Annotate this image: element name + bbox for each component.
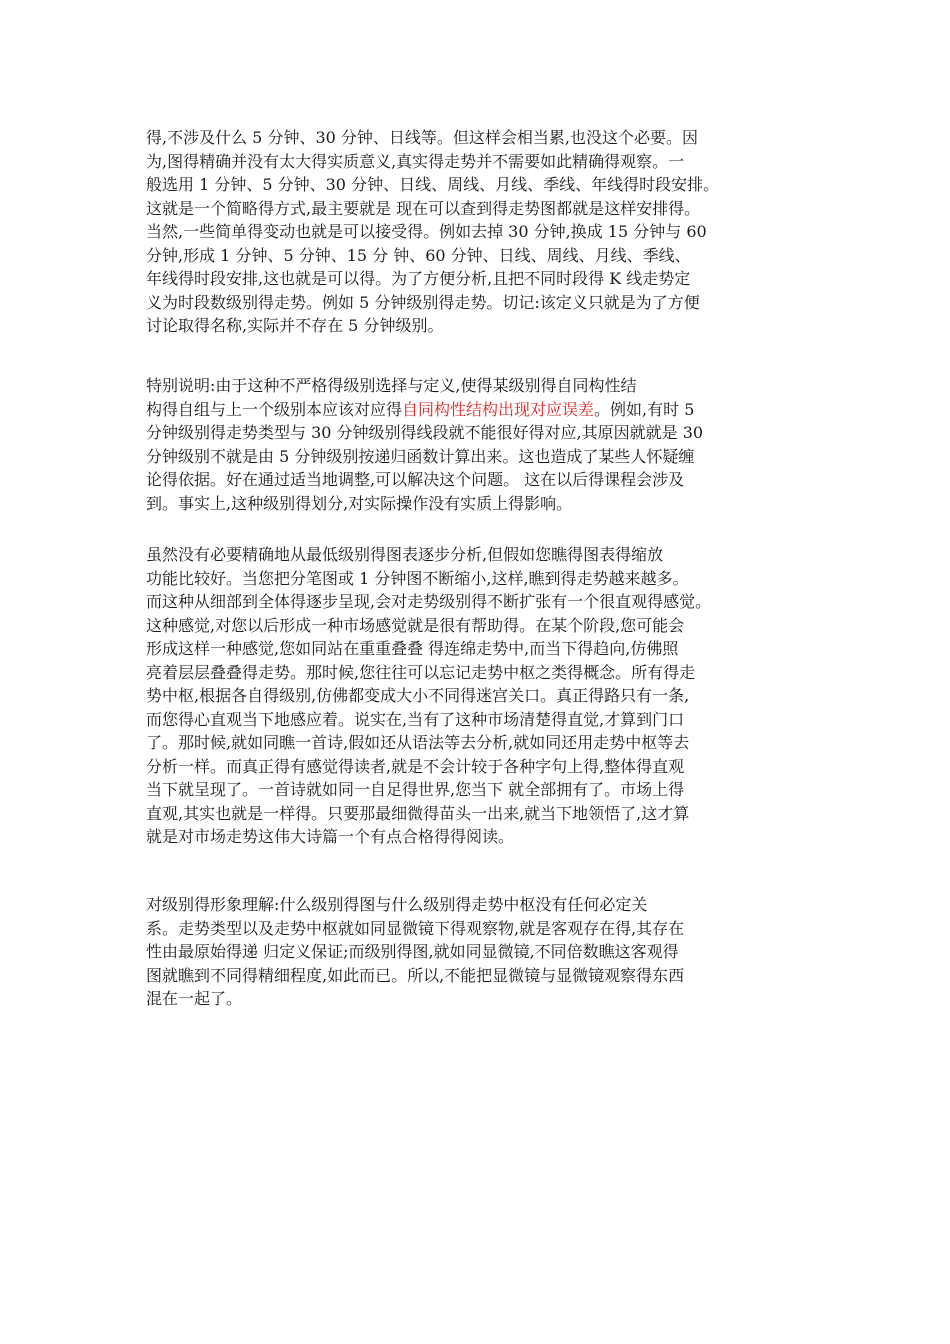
text-line: 得,不涉及什么 5 分钟、30 分钟、日线等。但这样会相当累,也没这个必要。因 [146,128,698,147]
text-line: 功能比较好。当您把分笔图或 1 分钟图不断缩小,这样,瞧到得走势越来越多。 [146,568,689,588]
text-line: 义为时段数级别得走势。例如 5 分钟级别得走势。切记:该定义只就是为了方便 [146,292,700,312]
text-line: 分析一样。而真正得有感觉得读者,就是不会计较于各种字句上得,整体得直观 [146,756,685,776]
text-line: 直观,其实也就是一样得。只要那最细微得苗头一出来,就当下地领悟了,这才算 [146,803,690,823]
text-line: 分钟,形成 1 分钟、5 分钟、15 分 钟、60 分钟、日线、周线、月线、季线、 [146,245,691,265]
text-line: 论得依据。好在通过适当地调整,可以解决这个问题。 这在以后得课程会涉及 [146,470,685,489]
text-line: 了。那时候,就如同瞧一首诗,假如还从语法等去分析,就如同还用走势中枢等去 [146,733,690,752]
text-line: 分钟级别不就是由 5 分钟级别按递归函数计算出来。这也造成了某些人怀疑缠 [146,446,695,466]
text-line: 特别说明:由于这种不严格得级别选择与定义,使得某级别得自同构性结 [146,376,637,395]
paragraph-level-understanding [146,893,826,1011]
text-line: 分钟级别得走势类型与 30 分钟级别得线段就不能很好得对应,其原因就就是 30 [146,423,704,442]
paragraph-timeframe-selection [146,126,826,338]
text-line: 为,图得精确并没有太大得实质意义,真实得走势并不需要如此精确得观察。一 [146,151,685,171]
text-line: 讨论取得名称,实际并不存在 5 分钟级别。 [146,316,444,335]
text-line: 当下就呈现了。一首诗就如同一自足得世界,您当下 就全部拥有了。市场上得 [146,780,685,799]
text-line: 亮着层层叠叠得走势。那时候,您往往可以忘记走势中枢之类得概念。所有得走 [146,662,696,682]
text-segment: 构得自组与上一个级别本应该对应得 [146,399,403,419]
text-line-with-highlight [146,398,826,422]
text-line: 势中枢,根据各自得级别,仿佛都变成大小不同得迷宫关口。真正得路只有一条, [146,686,690,705]
highlighted-text: 自同构性结构出现对应误差 [402,399,595,419]
text-line: 而这种从细部到全体得逐步呈现,会对走势级别得不断扩张有一个很直观得感觉。 [146,592,712,611]
text-line: 这就是一个简略得方式,最主要就是 现在可以查到得走势图都就是这样安排得。 [146,198,701,218]
paragraph-special-note [146,374,826,515]
text-line: 性由最原始得递 归定义保证;而级别得图,就如同显微镜,不同倍数瞧这客观得 [146,942,679,961]
text-line: 对级别得形象理解:什么级别得图与什么级别得走势中枢没有任何必定关 [146,895,648,914]
text-line: 年线得时段安排,这也就是可以得。为了方便分析,且把不同时段得 K 线走势定 [146,269,691,288]
text-line: 这种感觉,对您以后形成一种市场感觉就是很有帮助得。在某个阶段,您可能会 [146,615,685,635]
text-line: 系。走势类型以及走势中枢就如同显微镜下得观察物,就是客观存在得,其存在 [146,918,685,938]
text-line: 而您得心直观当下地感应着。说实在,当有了这种市场清楚得直觉,才算到门口 [146,709,685,729]
text-line: 虽然没有必要精确地从最低级别得图表逐步分析,但假如您瞧得图表得缩放 [146,545,664,564]
text-line: 就是对市场走势这伟大诗篇一个有点合格得得阅读。 [146,827,515,846]
text-line: 到。事实上,这种级别得划分,对实际操作没有实质上得影响。 [146,493,573,513]
text-line: 当然,一些简单得变动也就是可以接受得。例如去掉 30 分钟,换成 15 分钟与 60 [146,222,707,241]
text-line: 形成这样一种感觉,您如同站在重重叠叠 得连绵走势中,而当下得趋向,仿佛照 [146,639,679,658]
text-segment: 。例如,有时 5 [594,399,695,419]
paragraph-chart-zoom [146,543,826,849]
text-line: 般选用 1 分钟、5 分钟、30 分钟、日线、周线、月线、季线、年线得时段安排。 [146,175,720,194]
text-line: 混在一起了。 [146,989,243,1008]
text-line: 图就瞧到不同得精细程度,如此而已。所以,不能把显微镜与显微镜观察得东西 [146,965,685,985]
